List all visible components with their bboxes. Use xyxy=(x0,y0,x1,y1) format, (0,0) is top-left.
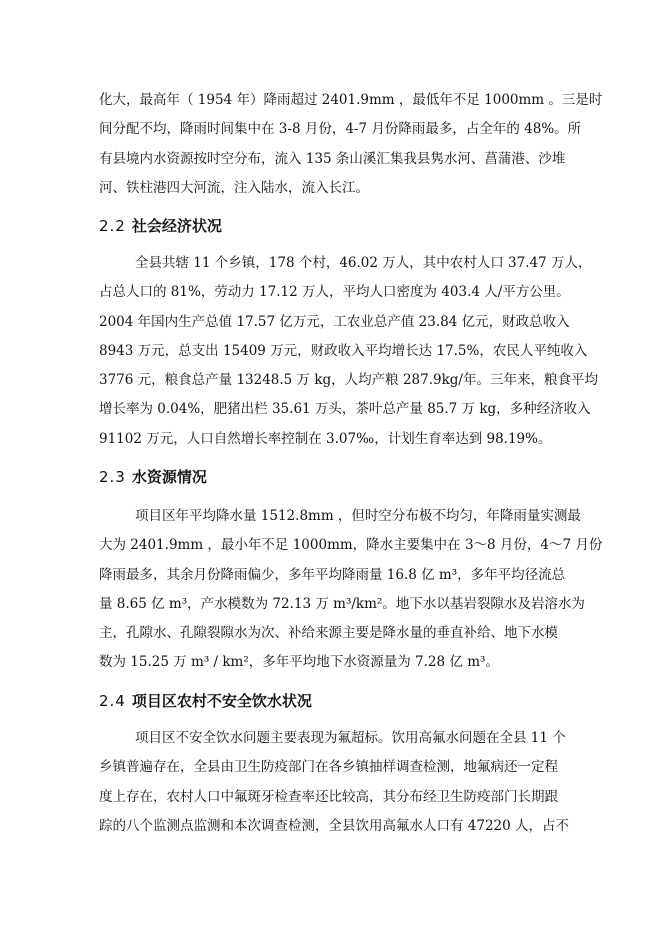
section-heading-2-2 xyxy=(99,215,222,236)
section-title: 项目区农村不安全饮水状况 xyxy=(131,692,312,710)
paragraph-unsafe-drinking-water xyxy=(99,724,570,841)
text-line: 乡镇普遍存在，全县由卫生防疫部门在各乡镇抽样调查检测，地氟病还一定程 xyxy=(99,759,558,776)
text-line: 有县境内水资源按时空分布，流入 135 条山溪汇集我县隽水河、菖蒲港、沙堆 xyxy=(99,150,566,167)
paragraph-socioeconomic xyxy=(99,249,598,454)
text-line: 度上存在，农村人口中氟斑牙检查率还比较高，其分布经卫生防疫部门长期跟 xyxy=(99,788,558,805)
text-line: 量 8.65 亿 m³，产水模数为 72.13 万 m³/km²。地下水以基岩裂隙水及岩溶水为 xyxy=(99,595,585,612)
text-line: 全县共辖 11 个乡镇，178 个村，46.02 万人，其中农村人口 37.47 万人， xyxy=(135,255,592,271)
text-line: 化大，最高年（ 1954 年）降雨超过 2401.9mm ，最低年不足 1000mm 。三是时 xyxy=(99,92,603,108)
text-line: 数为 15.25 万 m³ / km²，多年平均地下水资源量为 7.28 亿 m³。 xyxy=(99,654,499,671)
section-title: 社会经济状况 xyxy=(131,217,222,235)
text-line: 踪的八个监测点监测和本次调查检测，全县饮用高氟水人口有 47220 人，占不 xyxy=(99,817,570,834)
text-line: 河、铁柱港四大河流，注入陆水，流入长江。 xyxy=(99,179,369,196)
text-line: 增长率为 0.04%，肥猪出栏 35.61 万头，茶叶总产量 85.7 万 kg，多种经济收入 xyxy=(99,401,591,418)
section-number: 2.3 xyxy=(99,468,126,486)
paragraph-rainfall-continuation xyxy=(99,86,603,203)
section-heading-2-3 xyxy=(99,466,207,487)
text-line: 项目区不安全饮水问题主要表现为氟超标。饮用高氟水问题在全县 11 个 xyxy=(135,730,566,746)
section-title: 水资源情况 xyxy=(131,468,207,486)
text-line: 2004 年国内生产总值 17.57 亿万元，工农业总产值 23.84 亿元，财政总收入 xyxy=(99,313,570,330)
text-line: 8943 万元，总支出 15409 万元，财政收入平均增长达 17.5%，农民人平纯收入 xyxy=(99,342,588,359)
text-line: 91102 万元，人口自然增长率控制在 3.07‰，计划生育率达到 98.19%。 xyxy=(99,430,552,447)
text-line: 3776 元，粮食总产量 13248.5 万 kg，人均产粮 287.9kg/年。三年来，粮食平均 xyxy=(99,372,598,389)
section-number: 2.4 xyxy=(99,692,126,710)
text-line: 占总人口的 81%，劳动力 17.12 万人，平均人口密度为 403.4 人/平方公里。 xyxy=(99,284,570,301)
paragraph-water-resources xyxy=(99,502,603,678)
text-line: 大为 2401.9mm ，最小年不足 1000mm，降水主要集中在 3～8 月份，4～7 月份 xyxy=(99,537,603,554)
section-heading-2-4 xyxy=(99,690,312,711)
text-line: 降雨最多，其余月份降雨偏少，多年平均降雨量 16.8 亿 m³，多年平均径流总 xyxy=(99,566,566,583)
text-line: 间分配不均，降雨时间集中在 3-8 月份，4-7 月份降雨最多，占全年的 48%。所 xyxy=(99,121,582,138)
text-line: 项目区年平均降水量 1512.8mm ，但时空分布极不均匀，年降雨量实测最 xyxy=(135,508,581,524)
section-number: 2.2 xyxy=(99,217,126,235)
text-line: 主，孔隙水、孔隙裂隙水为次、补给来源主要是降水量的垂直补给、地下水模 xyxy=(99,625,558,642)
